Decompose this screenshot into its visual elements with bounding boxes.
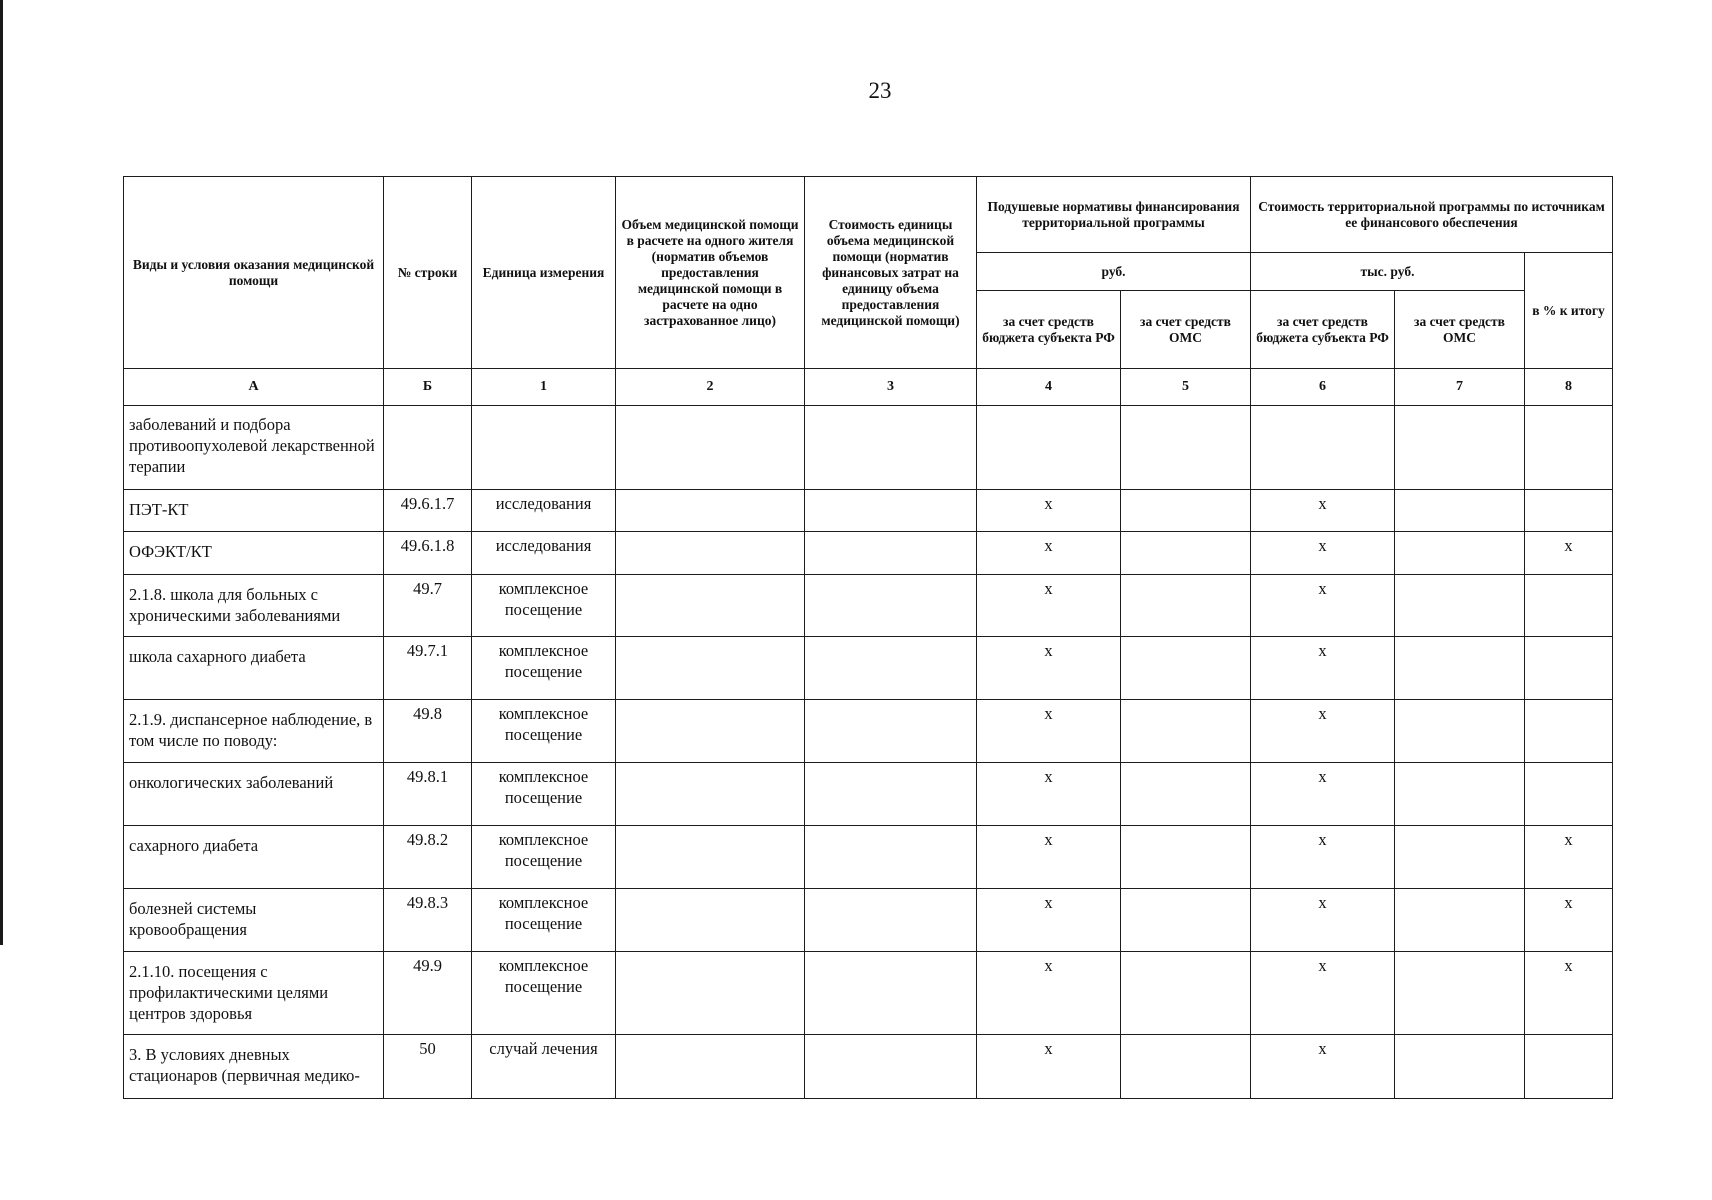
row-unit-cost (805, 490, 977, 532)
row-name: заболеваний и подбора противоопухолевой лекарственной терапии (124, 406, 384, 490)
row-volume (616, 490, 805, 532)
col-number: 8 (1525, 369, 1613, 406)
row-volume (616, 763, 805, 826)
row-budget-thousand: x (1251, 532, 1395, 575)
row-code: 49.8.1 (384, 763, 472, 826)
row-code: 49.7 (384, 575, 472, 637)
row-volume (616, 826, 805, 889)
row-budget-rub: x (977, 490, 1121, 532)
row-name: ОФЭКТ/КТ (124, 532, 384, 575)
row-unit: комплексное посещение (472, 763, 616, 826)
row-percent (1525, 1035, 1613, 1099)
row-percent (1525, 490, 1613, 532)
row-percent (1525, 637, 1613, 700)
header-per-capita-group: Подушевые нормативы финансирования территориальной программы (977, 177, 1251, 253)
row-percent (1525, 575, 1613, 637)
row-oms-rub (1121, 532, 1251, 575)
row-budget-thousand (1251, 406, 1395, 490)
row-code (384, 406, 472, 490)
header-thousand-rub: тыс. руб. (1251, 253, 1525, 291)
scan-left-edge (0, 0, 3, 945)
row-oms-rub (1121, 490, 1251, 532)
row-oms-thousand (1395, 826, 1525, 889)
row-oms-thousand (1395, 532, 1525, 575)
row-oms-rub (1121, 637, 1251, 700)
row-oms-thousand (1395, 406, 1525, 490)
row-unit: комплексное посещение (472, 889, 616, 952)
row-name: школа сахарного диабета (124, 637, 384, 700)
row-oms-thousand (1395, 952, 1525, 1035)
row-percent: x (1525, 889, 1613, 952)
column-number-row (124, 369, 1613, 406)
row-volume (616, 952, 805, 1035)
table-row (124, 889, 1613, 952)
header-volume: Объем медицинской помощи в расчете на одного жителя (норматив объемов предоставления медицинской помощи в расчете на одно застрахованное лицо) (616, 177, 805, 369)
row-oms-rub (1121, 1035, 1251, 1099)
table-row (124, 406, 1613, 490)
row-budget-rub: x (977, 637, 1121, 700)
row-budget-thousand: x (1251, 1035, 1395, 1099)
header-program-cost-group: Стоимость территориальной программы по источникам ее финансового обеспечения (1251, 177, 1613, 253)
table-row (124, 575, 1613, 637)
row-percent (1525, 406, 1613, 490)
header-oms-rub: за счет средств ОМС (1121, 291, 1251, 369)
row-unit-cost (805, 889, 977, 952)
row-oms-thousand (1395, 700, 1525, 763)
header-budget-rf-thousand: за счет средств бюджета субъекта РФ (1251, 291, 1395, 369)
col-number: 7 (1395, 369, 1525, 406)
row-unit: комплексное посещение (472, 952, 616, 1035)
row-code: 49.7.1 (384, 637, 472, 700)
row-volume (616, 532, 805, 575)
row-budget-rub (977, 406, 1121, 490)
row-code: 49.9 (384, 952, 472, 1035)
row-oms-rub (1121, 406, 1251, 490)
col-number: 6 (1251, 369, 1395, 406)
row-budget-thousand: x (1251, 889, 1395, 952)
header-unit: Единица измерения (472, 177, 616, 369)
row-unit: исследования (472, 532, 616, 575)
row-budget-rub: x (977, 532, 1121, 575)
table-row (124, 700, 1613, 763)
row-unit-cost (805, 700, 977, 763)
row-percent (1525, 763, 1613, 826)
row-volume (616, 700, 805, 763)
table-row (124, 490, 1613, 532)
table-row (124, 532, 1613, 575)
row-unit-cost (805, 575, 977, 637)
row-code: 49.8.3 (384, 889, 472, 952)
row-name: 2.1.8. школа для больных с хроническими заболеваниями (124, 575, 384, 637)
row-oms-thousand (1395, 575, 1525, 637)
header-rub: руб. (977, 253, 1251, 291)
row-oms-thousand (1395, 490, 1525, 532)
row-unit-cost (805, 952, 977, 1035)
row-oms-rub (1121, 575, 1251, 637)
row-unit: комплексное посещение (472, 700, 616, 763)
row-unit-cost (805, 637, 977, 700)
row-unit-cost (805, 532, 977, 575)
table-row (124, 637, 1613, 700)
header-percent-total: в % к итогу (1525, 253, 1613, 369)
row-budget-thousand: x (1251, 490, 1395, 532)
col-number: 5 (1121, 369, 1251, 406)
row-oms-rub (1121, 763, 1251, 826)
table-row (124, 1035, 1613, 1099)
row-oms-rub (1121, 700, 1251, 763)
row-budget-rub: x (977, 889, 1121, 952)
row-oms-thousand (1395, 889, 1525, 952)
col-number: 3 (805, 369, 977, 406)
row-code: 50 (384, 1035, 472, 1099)
row-budget-rub: x (977, 700, 1121, 763)
row-name: сахарного диабета (124, 826, 384, 889)
row-budget-rub: x (977, 575, 1121, 637)
row-percent: x (1525, 826, 1613, 889)
row-volume (616, 1035, 805, 1099)
row-name: ПЭТ-КТ (124, 490, 384, 532)
row-budget-rub: x (977, 952, 1121, 1035)
table-row (124, 763, 1613, 826)
row-budget-thousand: x (1251, 952, 1395, 1035)
row-oms-thousand (1395, 637, 1525, 700)
row-code: 49.8.2 (384, 826, 472, 889)
row-name: 3. В условиях дневных стационаров (первичная медико- (124, 1035, 384, 1099)
header-kind: Виды и условия оказания медицинской помощи (124, 177, 384, 369)
row-budget-rub: x (977, 1035, 1121, 1099)
row-budget-rub: x (977, 763, 1121, 826)
row-volume (616, 406, 805, 490)
row-unit-cost (805, 763, 977, 826)
header-unit-cost: Стоимость единицы объема медицинской помощи (норматив финансовых затрат на единицу объема предоставления медицинской помощи) (805, 177, 977, 369)
col-number: 4 (977, 369, 1121, 406)
row-name: 2.1.9. диспансерное наблюдение, в том числе по поводу: (124, 700, 384, 763)
row-name: болезней системы кровообращения (124, 889, 384, 952)
row-volume (616, 889, 805, 952)
row-unit: комплексное посещение (472, 826, 616, 889)
row-unit: комплексное посещение (472, 575, 616, 637)
row-volume (616, 575, 805, 637)
table-row (124, 952, 1613, 1035)
row-budget-thousand: x (1251, 575, 1395, 637)
row-budget-thousand: x (1251, 700, 1395, 763)
row-budget-rub: x (977, 826, 1121, 889)
row-unit-cost (805, 826, 977, 889)
col-number: А (124, 369, 384, 406)
row-budget-thousand: x (1251, 637, 1395, 700)
col-number: Б (384, 369, 472, 406)
row-budget-thousand: x (1251, 763, 1395, 826)
row-unit: случай лечения (472, 1035, 616, 1099)
row-unit: комплексное посещение (472, 637, 616, 700)
row-percent: x (1525, 532, 1613, 575)
row-code: 49.8 (384, 700, 472, 763)
row-volume (616, 637, 805, 700)
header-oms-thousand: за счет средств ОМС (1395, 291, 1525, 369)
row-name: 2.1.10. посещения с профилактическими целями центров здоровья (124, 952, 384, 1035)
col-number: 2 (616, 369, 805, 406)
row-unit-cost (805, 406, 977, 490)
row-unit-cost (805, 1035, 977, 1099)
row-budget-thousand: x (1251, 826, 1395, 889)
row-unit: исследования (472, 490, 616, 532)
col-number: 1 (472, 369, 616, 406)
row-percent: x (1525, 952, 1613, 1035)
row-oms-thousand (1395, 1035, 1525, 1099)
row-percent (1525, 700, 1613, 763)
financing-table (123, 176, 1613, 1099)
header-budget-rf-rub: за счет средств бюджета субъекта РФ (977, 291, 1121, 369)
row-name: онкологических заболеваний (124, 763, 384, 826)
row-oms-rub (1121, 952, 1251, 1035)
row-oms-thousand (1395, 763, 1525, 826)
header-row-no: № строки (384, 177, 472, 369)
row-oms-rub (1121, 889, 1251, 952)
page-number: 23 (868, 78, 892, 103)
row-oms-rub (1121, 826, 1251, 889)
row-code: 49.6.1.7 (384, 490, 472, 532)
row-unit (472, 406, 616, 490)
table-row (124, 826, 1613, 889)
row-code: 49.6.1.8 (384, 532, 472, 575)
